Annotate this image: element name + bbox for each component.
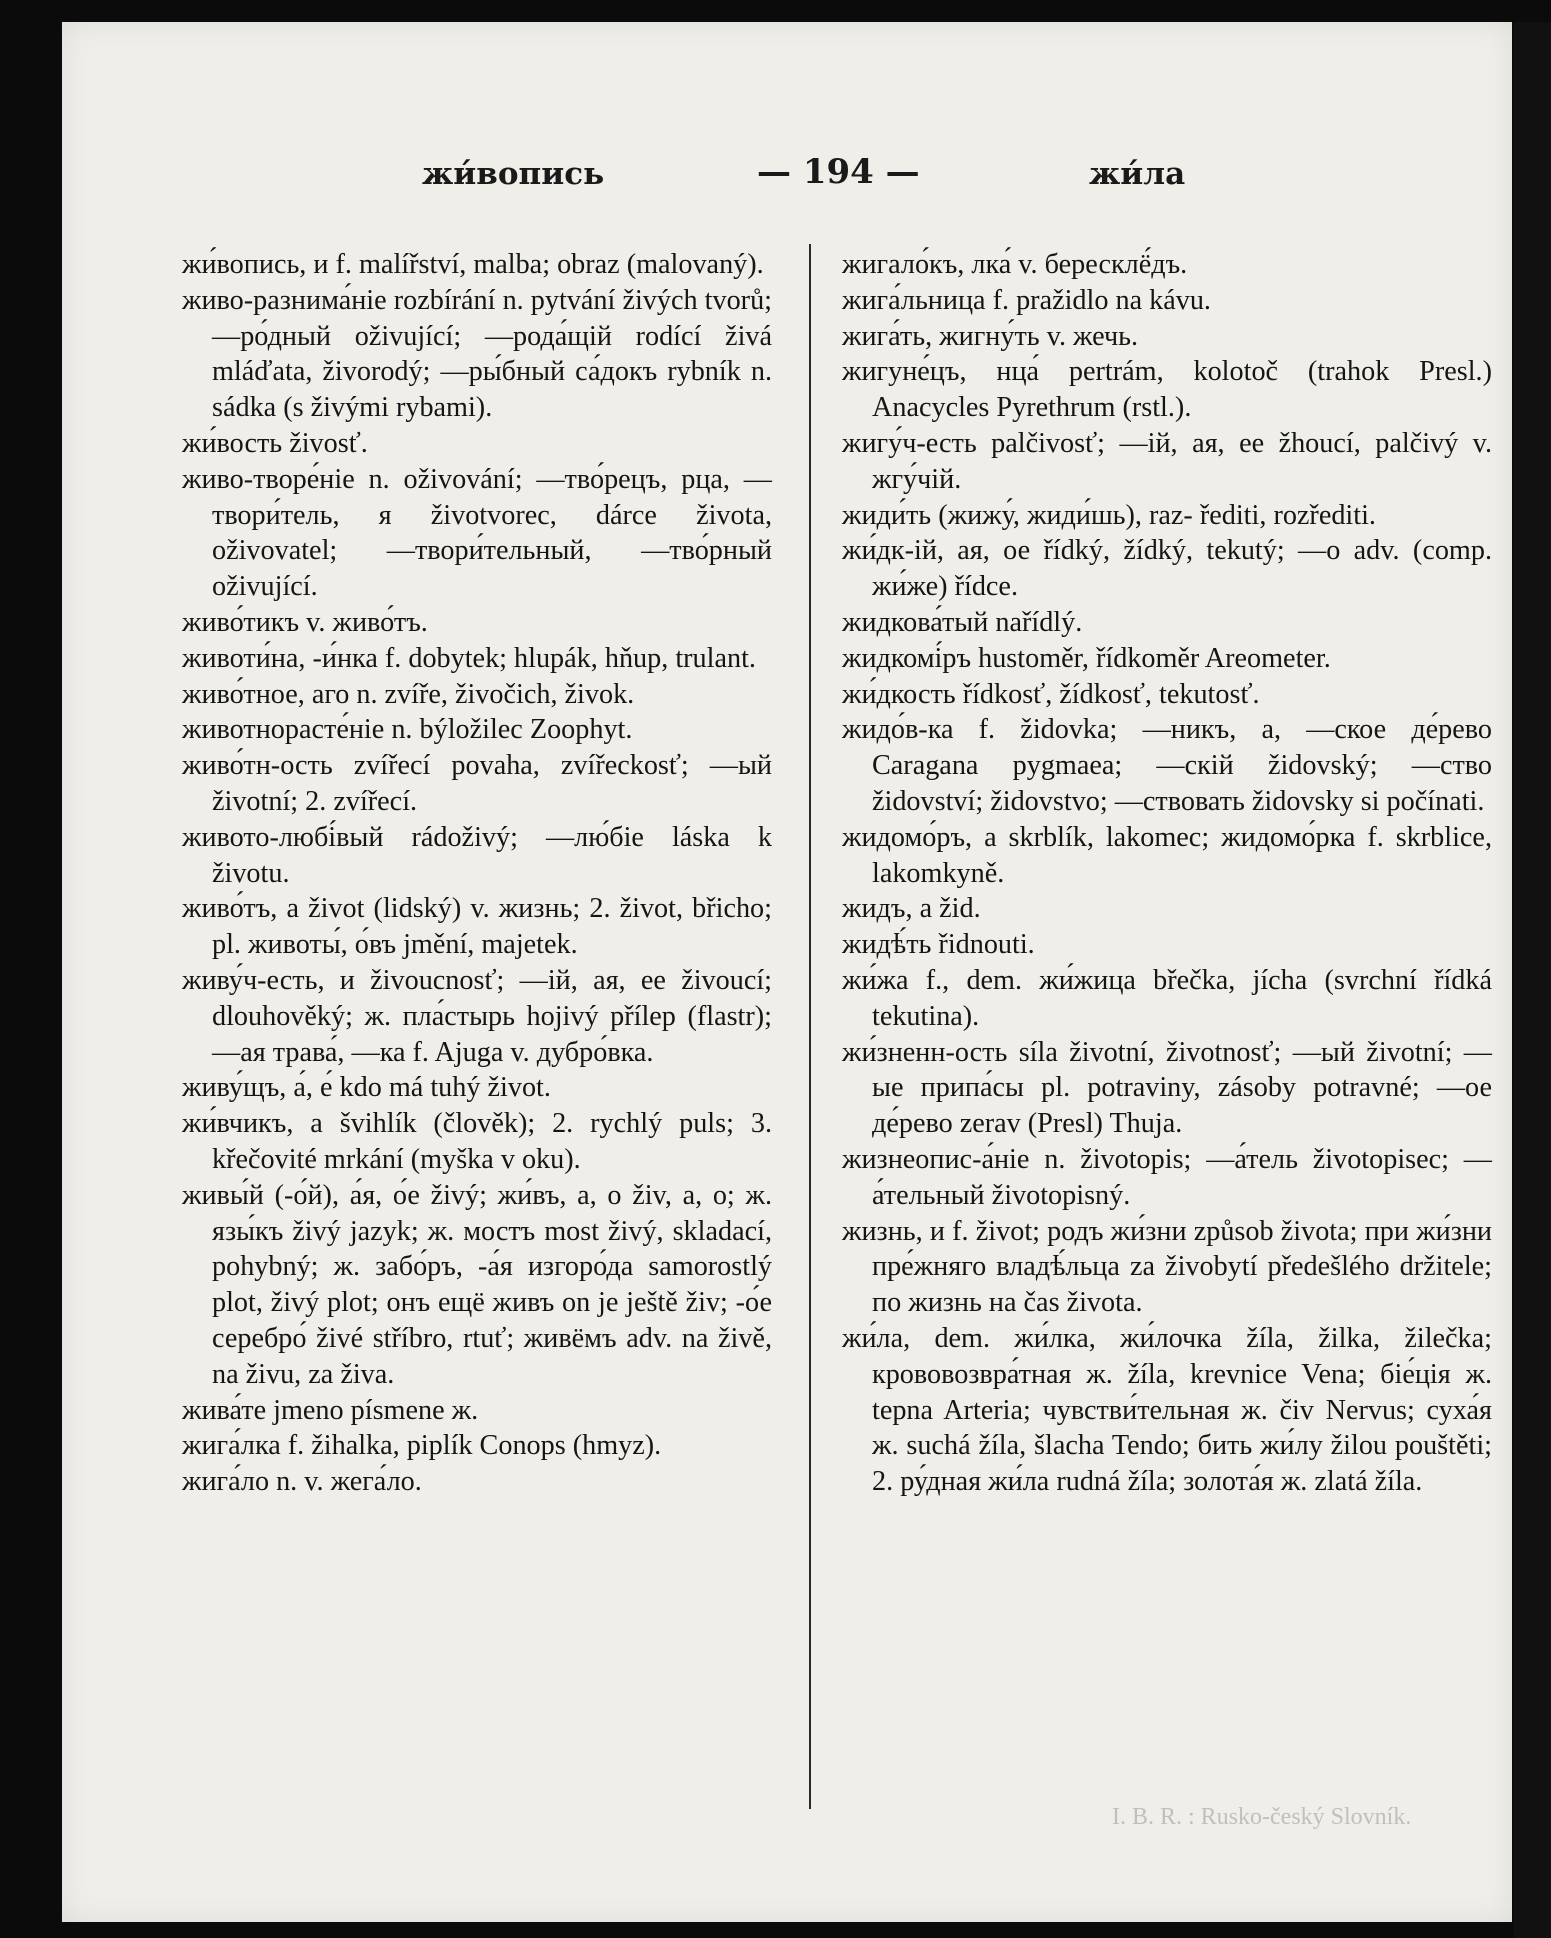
dictionary-entry: живо-разнима́ніе rozbírání n. pytvání živých tvorů; —ро́дный oživující; —рода́щій rodící živá mláďata, živorodý; —ры́бный са́докъ rybník n. sádka (s živými rybami). (182, 284, 772, 424)
dictionary-entry: жи́вость živosť. (182, 427, 368, 459)
dictionary-entry: жизнеопис-а́ніе n. životopis; —а́тель životopisec; —а́тельный životopisný. (842, 1143, 1492, 1211)
dictionary-entry: жига́льница f. pražidlo na kávu. (842, 284, 1211, 316)
right-column (842, 247, 1492, 1500)
header-left-guide-word: жи́вопись (422, 156, 605, 192)
left-column (182, 247, 772, 1500)
dictionary-entry: жидкомі́ръ hustoměr, řídkoměr Areometer. (842, 642, 1331, 674)
dictionary-entry: живо-творе́ніе n. oživování; —тво́рецъ, рца, —твори́тель, я životvorec, dárce života, oživovatel; —твори́тельный, —тво́рный oživující. (182, 463, 772, 603)
dictionary-entry: жидкова́тый nařídlý. (842, 606, 1083, 638)
page-number: — 194 — (757, 152, 920, 192)
dictionary-entry: живо́тъ, а život (lidský) v. жизнь; 2. život, břicho; pl. животы́, о́въ jmění, majetek. (182, 893, 772, 961)
dictionary-entry: жи́зненн-ость síla životní, životnosť; —ый životní; —ые припа́сы pl. potraviny, zásoby potravné; —ое де́рево zerav (Presl) Thuja. (842, 1036, 1492, 1140)
dictionary-entry: жига́лка f. žihalka, piplík Conops (hmyz). (182, 1430, 662, 1462)
dictionary-entry: живу́щъ, а́, е́ kdo má tuhý život. (182, 1072, 551, 1104)
dictionary-entry: жига́ло n. v. жега́ло. (182, 1466, 422, 1498)
dictionary-entry: жи́вчикъ, а švihlík (člověk); 2. rychlý puls; 3. křečovité mrkání (myška v oku). (182, 1108, 772, 1175)
dictionary-entry: жигу́ч-есть palčivosť; —ій, ая, ее žhoucí, palčivý v. жгу́чій. (842, 427, 1492, 495)
dictionary-entry: жи́дк-ій, ая, ое řídký, žídký, tekutý; —о adv. (comp. жи́же) řídce. (842, 535, 1492, 603)
dictionary-entry: животнорасте́ніе n. býložilec Zoophyt. (182, 714, 633, 746)
dictionary-entry: жига́ть, жигну́ть v. жечь. (842, 320, 1139, 352)
dictionary-entry: живо́тное, аго n. zvíře, živočich, živok. (182, 678, 635, 710)
dictionary-entry: живу́ч-есть, и živoucnosť; —ій, ая, ее živoucí; dlouhověký; ж. пла́стырь hojivý přílep (flastr); —ая трава́, —ка f. Ajuga v. дубро́вка. (182, 964, 772, 1068)
dictionary-entry: жи́дкость řídkosť, žídkosť, tekutosť. (842, 678, 1260, 710)
page-header (62, 152, 1512, 202)
dictionary-entry: жидомо́ръ, а skrblík, lakomec; жидомо́рка f. skrblice, lakomkyně. (842, 821, 1492, 889)
dictionary-entry: жидѣ́ть řidnouti. (842, 929, 1035, 961)
header-right-guide-word: жи́ла (1089, 156, 1186, 192)
dictionary-entry: животи́на, -и́нка f. dobytek; hlupák, hňup, trulant. (182, 642, 756, 674)
dictionary-entry: жигуне́цъ, нца́ pertrám, kolotoč (trahok Presl.) Anacycles Pyrethrum (rstl.). (842, 356, 1492, 424)
scan-border (1514, 22, 1551, 1938)
dictionary-entry: жи́жа f., dem. жи́жица břečka, jícha (svrchní řídká tekutina). (842, 964, 1492, 1032)
dictionary-page (62, 22, 1512, 1922)
dictionary-entry: жидъ, а žid. (842, 893, 981, 925)
dictionary-entry: живо́тикъ v. живо́тъ. (182, 606, 428, 638)
dictionary-entry: жива́те jmeno písmene ж. (182, 1394, 479, 1426)
column-divider (809, 244, 811, 1809)
dictionary-entry: живы́й (-о́й), а́я, о́е živý; жи́въ, а, о živ, a, o; ж. язы́къ živý jazyk; ж. мостъ most živý, skladací, pohybný; ж. забо́ръ, -а́я изгоро́да samorostlý plot, živý plot; онъ ещё живъ on je ještě živ; -о́е серебро́ živé stříbro, rtuť; живёмъ adv. na živě, na živu, za živa. (182, 1179, 772, 1390)
dictionary-entry: жизнь, и f. život; родъ жи́зни způsob života; при жи́зни пре́жняго владѣ́льца za živobytí předešlého držitele; по жизнь на čas života. (842, 1215, 1492, 1319)
dictionary-entry: жидо́в-ка f. židovka; —никъ, а, —ское де́рево Caragana pygmaea; —скій židovský; —ство židovství; židovstvo; —ствовать židovsky si počínati. (842, 714, 1492, 817)
dictionary-entry: жи́вопись, и f. malířství, malba; obraz (malovaný). (182, 249, 764, 280)
dictionary-entry: жиди́ть (жижу́, жиди́шь), raz- řediti, rozřediti. (842, 499, 1376, 531)
dictionary-entry: жигало́къ, лка́ v. бересклё́дъ. (842, 249, 1188, 280)
dictionary-entry: жи́ла, dem. жи́лка, жи́лочка žíla, žilka, žilečka; крововозвра́тная ж. žíla, krevnice Vena; біе́ція ж. tepna Arteria; чувстви́тельная ж. čiv Nervus; суха́я ж. suchá žíla, šlacha Tendo; бить жи́лу žilou pouštěti; 2. ру́дная жи́ла rudná žíla; золота́я ж. zlatá žíla. (842, 1322, 1492, 1498)
bleed-through-footer: I. B. R. : Rusko-český Slovník. (1112, 1804, 1412, 1830)
dictionary-entry: живо́тн-ость zvířecí povaha, zvířeckosť; —ый životní; 2. zvířecí. (182, 750, 772, 817)
dictionary-entry: живото-любі́вый rádoživý; —лю́біе láska k životu. (182, 821, 772, 889)
